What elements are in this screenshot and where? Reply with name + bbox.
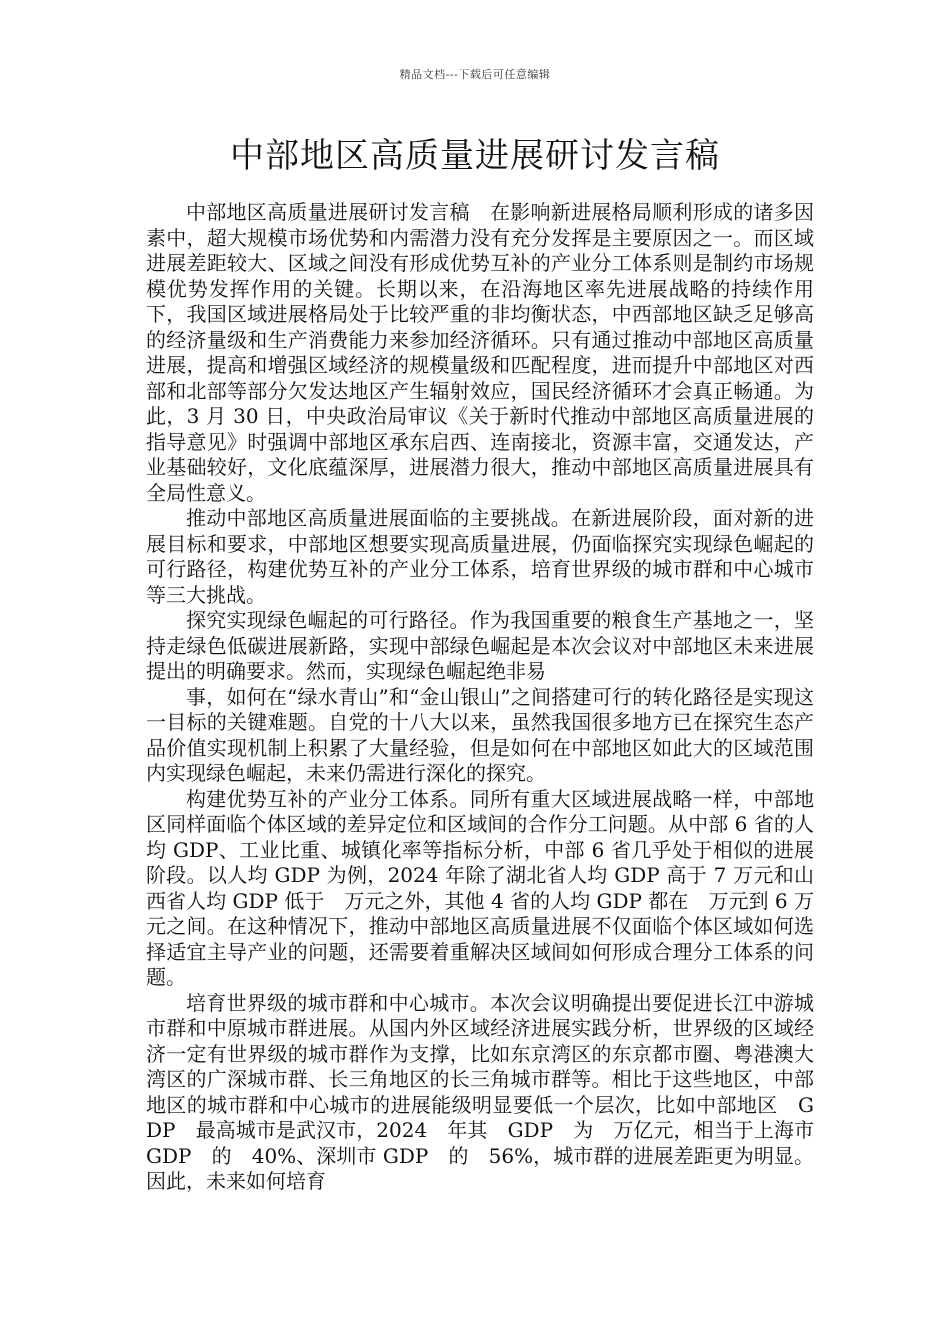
document-body: [146, 200, 834, 1195]
paragraph-industrial-division: 构建优势互补的产业分工体系。同所有重大区域进展战略一样，中部地区同样面临个体区域的差异定位和区域间的合作分工问题。从中部 6 省的人均 GDP、工业比重、城镇化率等指标分析，中部 6 省几乎处于相似的进展阶段。以人均 GDP 为例，2024 年除了湖北省人均 GDP 高于 7 万元和山西省人均 GDP 低于 万元之外，其他 4 省的人均 GDP 都在 万元到 6 万元之间。在这种情况下，推动中部地区高质量进展不仅面临个体区域如何选择适宜主导产业的问题，还需要着重解决区域间如何形成合理分工体系的问题。: [146, 786, 814, 989]
header-note: 精品文档---下载后可任意编辑: [399, 68, 551, 81]
paragraph-intro: 中部地区高质量进展研讨发言稿 在影响新进展格局顺利形成的诸多因素中，超大规模市场优势和内需潜力没有充分发挥是主要原因之一。而区域进展差距较大、区域之间没有形成优势互补的产业分工体系则是制约市场规模优势发挥作用的关键。长期以来，在沿海地区率先进展战略的持续作用下，我国区域进展格局处于比较严重的非均衡状态，中西部地区缺乏足够高的经济量级和生产消费能力来参加经济循环。只有通过推动中部地区高质量进展，提高和增强区域经济的规模量级和匹配程度，进而提升中部地区对西部和北部等部分欠发达地区产生辐射效应，国民经济循环才会真正畅通。为此，3 月 30 日，中央政治局审议《关于新时代推动中部地区高质量进展的指导意见》时强调中部地区承东启西、连南接北，资源丰富，交通发达，产业基础较好，文化底蕴深厚，进展潜力很大，推动中部地区高质量进展具有全局性意义。: [146, 200, 814, 505]
paragraph-challenges: 推动中部地区高质量进展面临的主要挑战。在新进展阶段，面对新的进展目标和要求，中部地区想要实现高质量进展，仍面临探究实现绿色崛起的可行路径，构建优势互补的产业分工体系，培育世界级的城市群和中心城市等三大挑战。: [146, 506, 814, 607]
document-title: 中部地区高质量进展研讨发言稿: [230, 136, 720, 176]
paragraph-city-clusters: 培育世界级的城市群和中心城市。本次会议明确提出要促进长江中游城市群和中原城市群进展。从国内外区域经济进展实践分析，世界级的区域经济一定有世界级的城市群作为支撑，比如东京湾区的东京都市圈、粤港澳大湾区的广深城市群、长三角地区的长三角城市群等。相比于这些地区，中部地区的城市群和中心城市的进展能级明显要低一个层次，比如中部地区 GDP 最高城市是武汉市，2024 年其 GDP 为 万亿元，相当于上海市 GDP 的 40%、深圳市 GDP 的 56%，城市群的进展差距更为明显。因此，未来如何培育: [146, 990, 834, 1193]
paragraph-green-rise-continued: 事，如何在“绿水青山”和“金山银山”之间搭建可行的转化路径是实现这一目标的关键难题。自党的十八大以来，虽然我国很多地方已在探究生态产品价值实现机制上积累了大量经验，但是如何在中部地区如此大的区域范围内实现绿色崛起，未来仍需进行深化的探究。: [146, 684, 814, 785]
paragraph-green-rise: 探究实现绿色崛起的可行路径。作为我国重要的粮食生产基地之一，坚持走绿色低碳进展新路，实现中部绿色崛起是本次会议对中部地区未来进展提出的明确要求。然而，实现绿色崛起绝非易: [146, 608, 814, 683]
